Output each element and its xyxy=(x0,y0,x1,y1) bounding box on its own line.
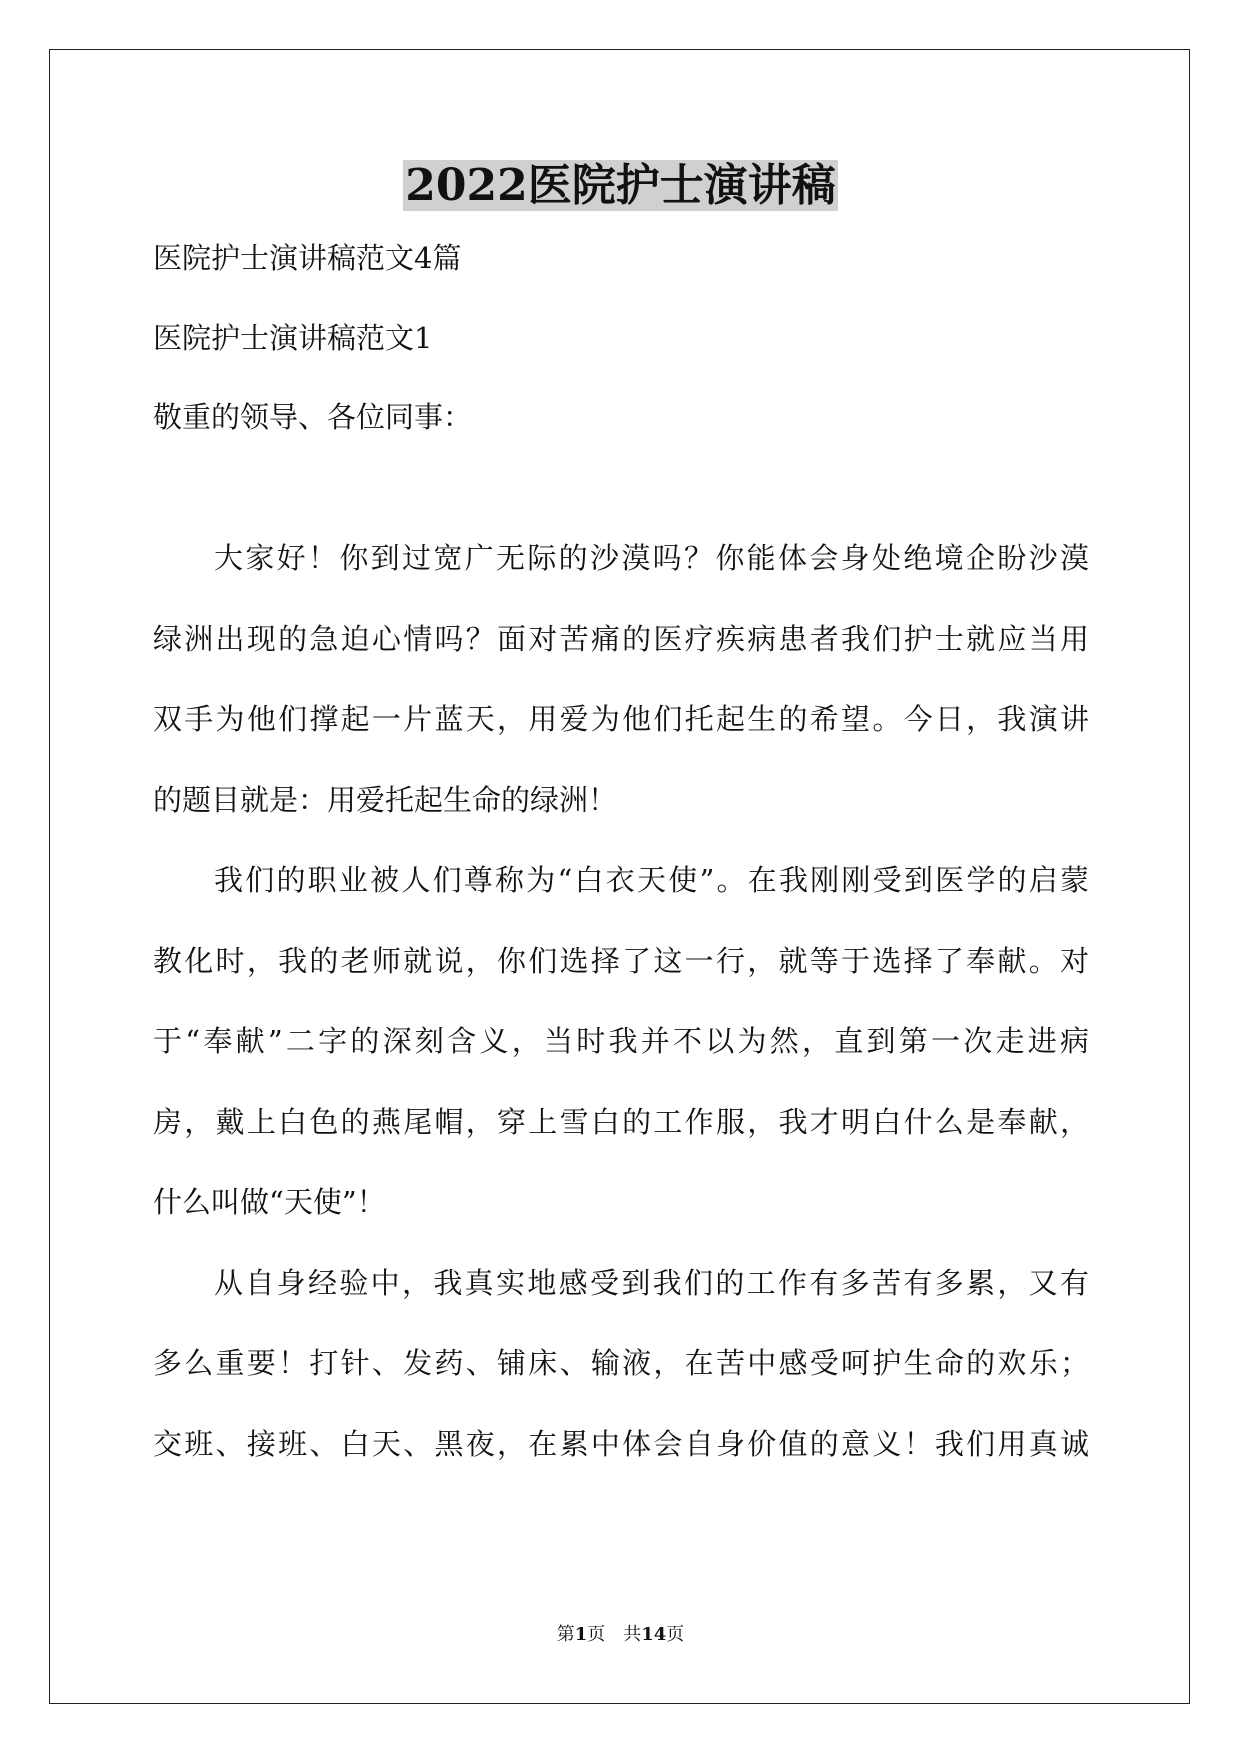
body-line: 从自身经验中，我真实地感受到我们的工作有多苦有多累，又有 xyxy=(214,1266,1089,1300)
body-line: 我们的职业被人们尊称为“白衣天使”。在我刚刚受到医学的启蒙 xyxy=(214,863,1089,897)
salutation: 敬重的领导、各位同事： xyxy=(153,400,473,434)
footer-page-suffix: 页 xyxy=(587,1624,606,1645)
body-line: 交班、接班、白天、黑夜，在累中体会自身价值的意义！我们用真诚 xyxy=(153,1427,1089,1461)
body-line: 多么重要！打针、发药、铺床、输液，在苦中感受呵护生命的欢乐； xyxy=(153,1346,1089,1380)
document-title-text: 2022医院护士演讲稿 xyxy=(405,160,836,211)
footer-total-pages: 14 xyxy=(641,1624,667,1645)
body-line: 于“奉献”二字的深刻含义，当时我并不以为然，直到第一次走进病 xyxy=(153,1024,1089,1058)
footer-page-prefix: 第 xyxy=(556,1624,575,1645)
body-line: 绿洲出现的急迫心情吗？面对苦痛的医疗疾病患者我们护士就应当用 xyxy=(153,622,1089,656)
document-title xyxy=(0,158,1241,214)
section-heading: 医院护士演讲稿范文1 xyxy=(153,321,433,355)
footer-total-suffix: 页 xyxy=(666,1624,685,1645)
body-line: 什么叫做“天使”！ xyxy=(153,1185,386,1219)
body-line: 房，戴上白色的燕尾帽，穿上雪白的工作服，我才明白什么是奉献， xyxy=(153,1105,1089,1139)
footer-page-number: 1 xyxy=(574,1624,588,1645)
footer-total-prefix: 共 xyxy=(623,1624,642,1645)
body-line: 双手为他们撑起一片蓝天，用爱为他们托起生的希望。今日，我演讲 xyxy=(153,702,1089,736)
body-line: 的题目就是：用爱托起生命的绿洲！ xyxy=(153,783,618,817)
document-subtitle: 医院护士演讲稿范文4篇 xyxy=(153,241,462,275)
body-line: 大家好！你到过宽广无际的沙漠吗？你能体会身处绝境企盼沙漠 xyxy=(214,541,1089,575)
page-footer xyxy=(0,1623,1241,1647)
body-line: 教化时，我的老师就说，你们选择了这一行，就等于选择了奉献。对 xyxy=(153,944,1089,978)
